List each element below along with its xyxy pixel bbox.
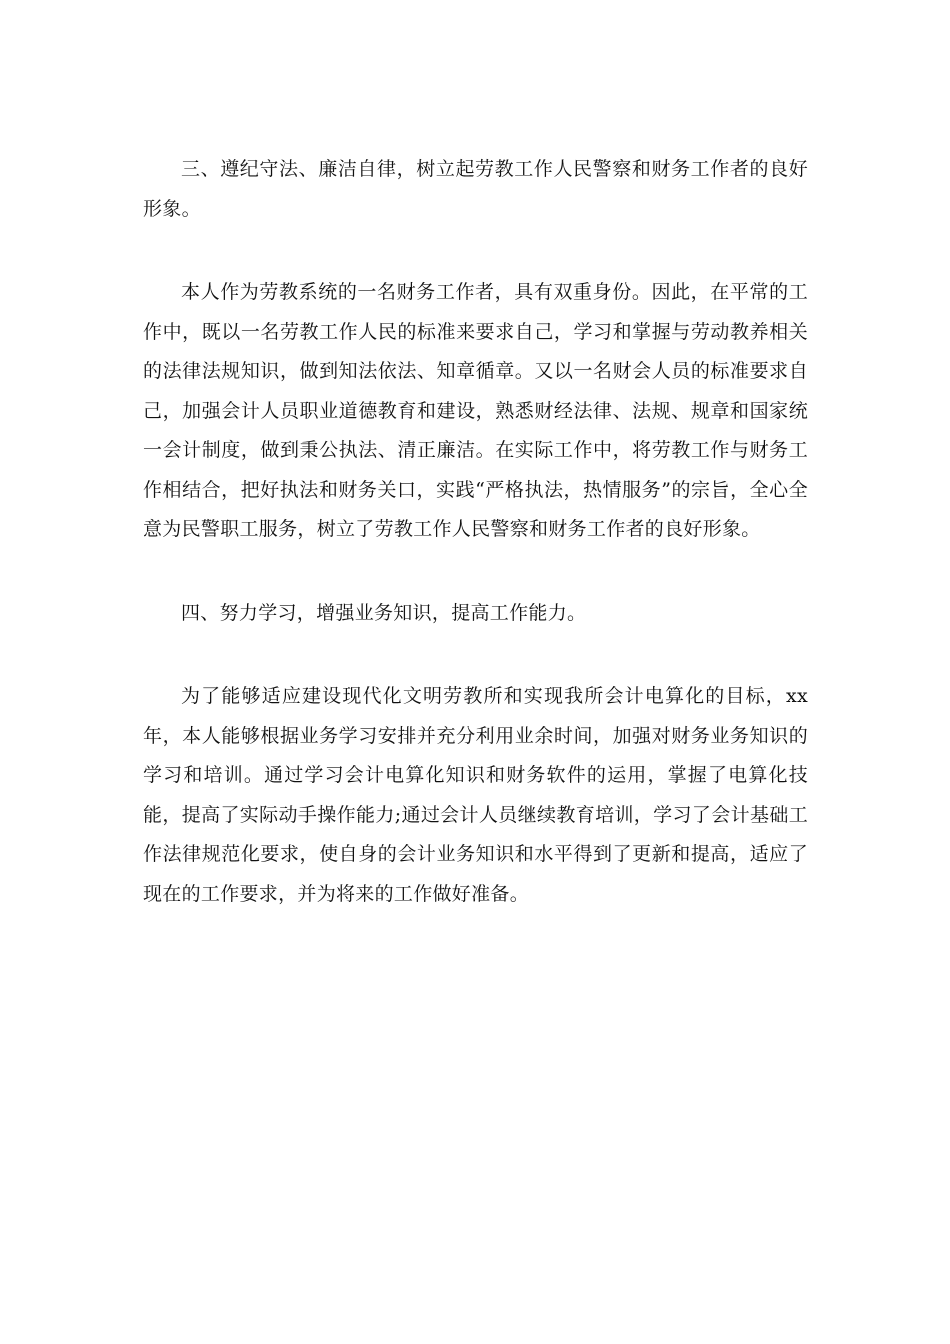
body-paragraph: 本人作为劳教系统的一名财务工作者，具有双重身份。因此，在平常的工作中，既以一名劳教工作人民的标准来要求自己，学习和掌握与劳动教养相关的法律法规知识，做到知法依法、知章循章。又以一名财会人员的标准要求自己，加强会计人员职业道德教育和建设，熟悉财经法律、法规、规章和国家统一会计制度，做到秉公执法、清正廉洁。在实际工作中，将劳教工作与财务工作相结合，把好执法和财务关口，实践“严格执法，热情服务”的宗旨，全心全意为民警职工服务，树立了劳教工作人民警察和财务工作者的良好形象。 <box>143 281 808 540</box>
section-heading-four: 四、努力学习，增强业务知识，提高工作能力。 <box>181 601 587 624</box>
section-heading-three: 三、遵纪守法、廉洁自律，树立起劳教工作人民警察和财务工作者的良好形象。 <box>143 158 808 220</box>
document-body <box>143 150 808 914</box>
body-paragraph: 为了能够适应建设现代化文明劳教所和实现我所会计电算化的目标，xx年，本人能够根据业务学习安排并充分利用业余时间，加强对财务业务知识的学习和培训。通过学习会计电算化知识和财务软件的运用，掌握了电算化技能，提高了实际动手操作能力;通过会计人员继续教育培训，学习了会计基础工作法律规范化要求，使自身的会计业务知识和水平得到了更新和提高，适应了现在的工作要求，并为将来的工作做好准备。 <box>143 685 808 905</box>
